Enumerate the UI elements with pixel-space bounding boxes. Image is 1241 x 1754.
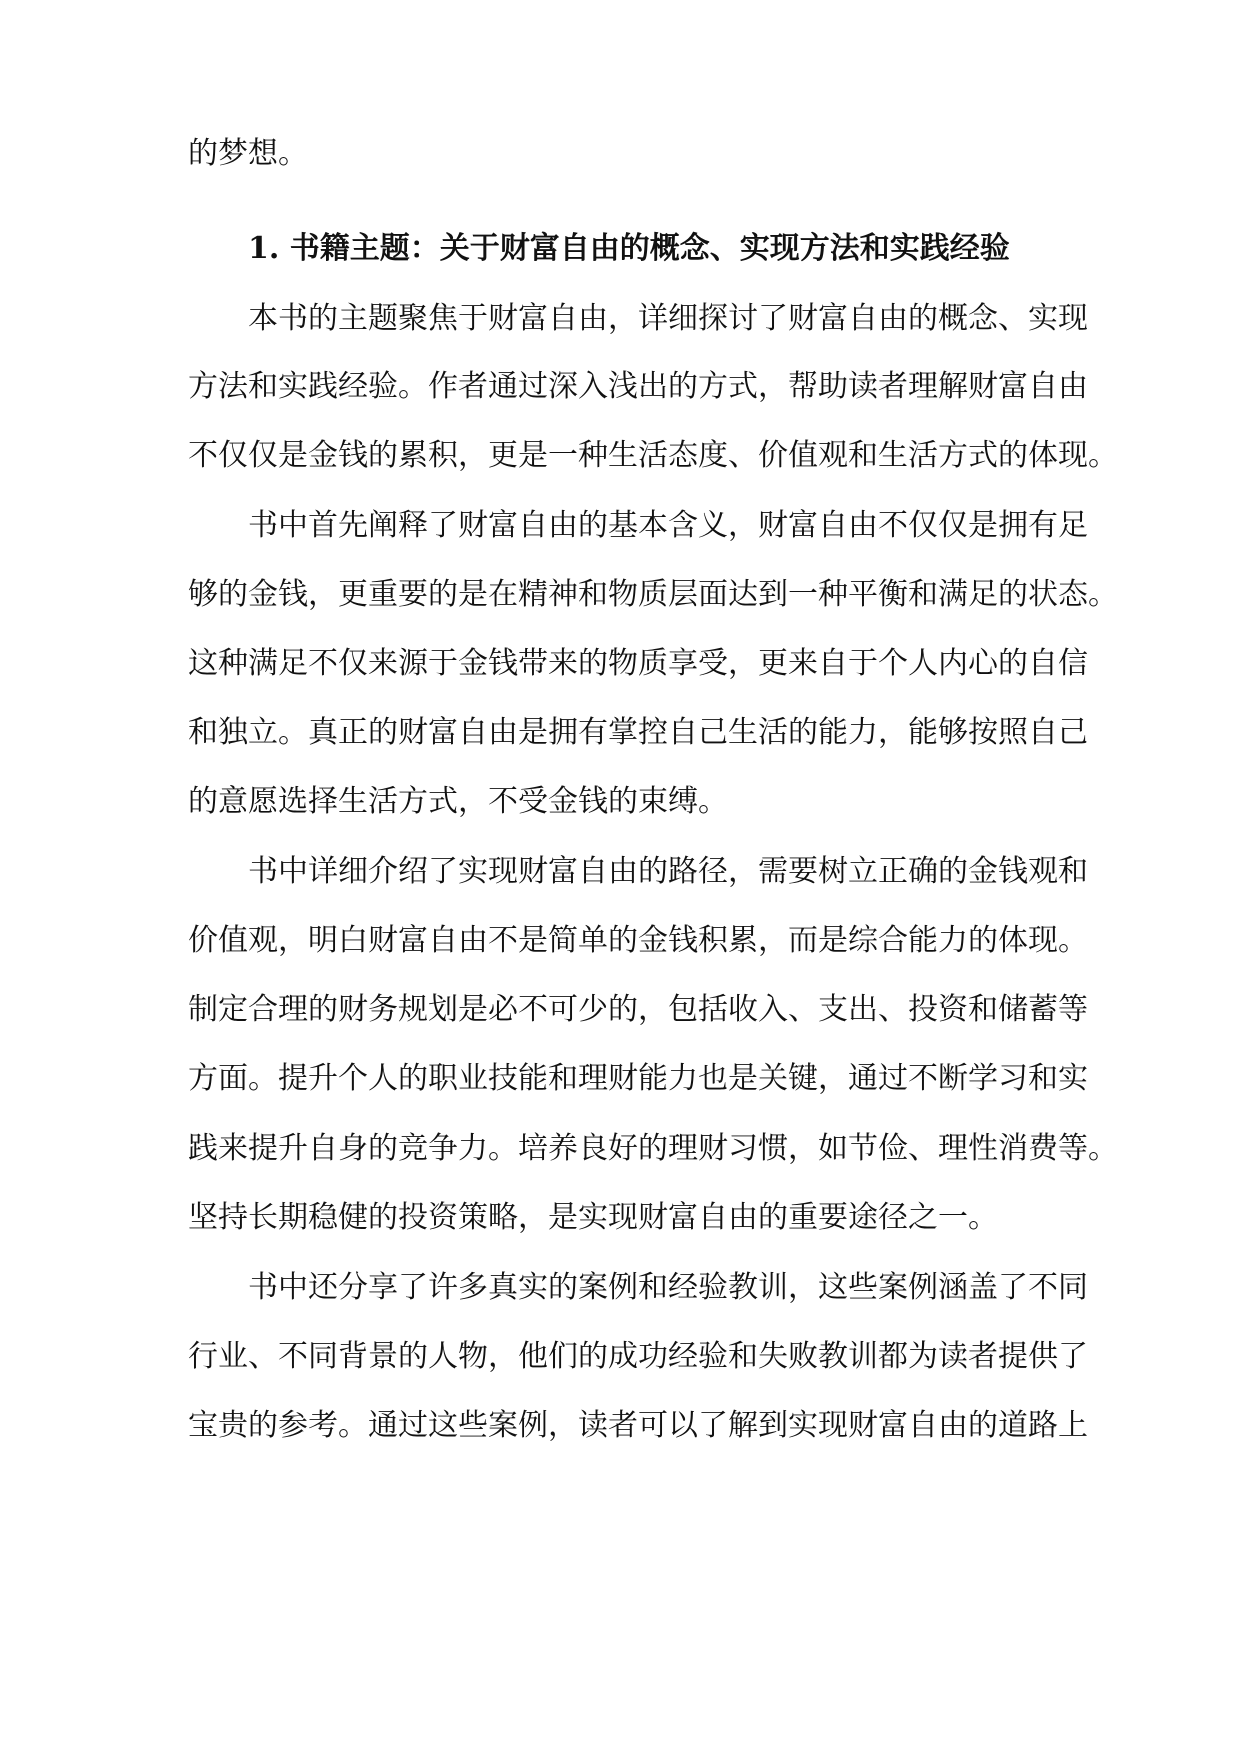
- text-line: 宝贵的参考。通过这些案例，读者可以了解到实现财富自由的道路上: [188, 1408, 1088, 1443]
- text-line: 坚持长期稳健的投资策略，是实现财富自由的重要途径之一。: [188, 1200, 998, 1235]
- text-line: 不仅仅是金钱的累积，更是一种生活态度、价值观和生活方式的体现。: [188, 438, 1118, 473]
- text-line: 价值观，明白财富自由不是简单的金钱积累，而是综合能力的体现。: [188, 923, 1088, 958]
- text-line: 书中详细介绍了实现财富自由的路径，需要树立正确的金钱观和: [248, 854, 1088, 889]
- text-line: 够的金钱，更重要的是在精神和物质层面达到一种平衡和满足的状态。: [188, 577, 1118, 612]
- text-line: 方法和实践经验。作者通过深入浅出的方式，帮助读者理解财富自由: [188, 369, 1088, 404]
- text-line: 方面。提升个人的职业技能和理财能力也是关键，通过不断学习和实: [188, 1061, 1088, 1096]
- text-line: 制定合理的财务规划是必不可少的，包括收入、支出、投资和储蓄等: [188, 992, 1088, 1027]
- text-line: 践来提升自身的竞争力。培养良好的理财习惯，如节俭、理性消费等。: [188, 1131, 1118, 1166]
- text-line: 本书的主题聚焦于财富自由，详细探讨了财富自由的概念、实现: [248, 301, 1088, 336]
- text-line: 行业、不同背景的人物，他们的成功经验和失败教训都为读者提供了: [188, 1339, 1088, 1374]
- text-line: 和独立。真正的财富自由是拥有掌控自己生活的能力，能够按照自己: [188, 715, 1088, 750]
- text-line: 书中首先阐释了财富自由的基本含义，财富自由不仅仅是拥有足: [248, 508, 1088, 543]
- text-line: 的意愿选择生活方式，不受金钱的束缚。: [188, 784, 728, 819]
- text-line: 书中还分享了许多真实的案例和经验教训，这些案例涵盖了不同: [248, 1270, 1088, 1305]
- text-line: 这种满足不仅来源于金钱带来的物质享受，更来自于个人内心的自信: [188, 646, 1088, 681]
- section-heading: 1. 书籍主题：关于财富自由的概念、实现方法和实践经验: [248, 231, 1010, 266]
- text-line: 的梦想。: [188, 136, 308, 171]
